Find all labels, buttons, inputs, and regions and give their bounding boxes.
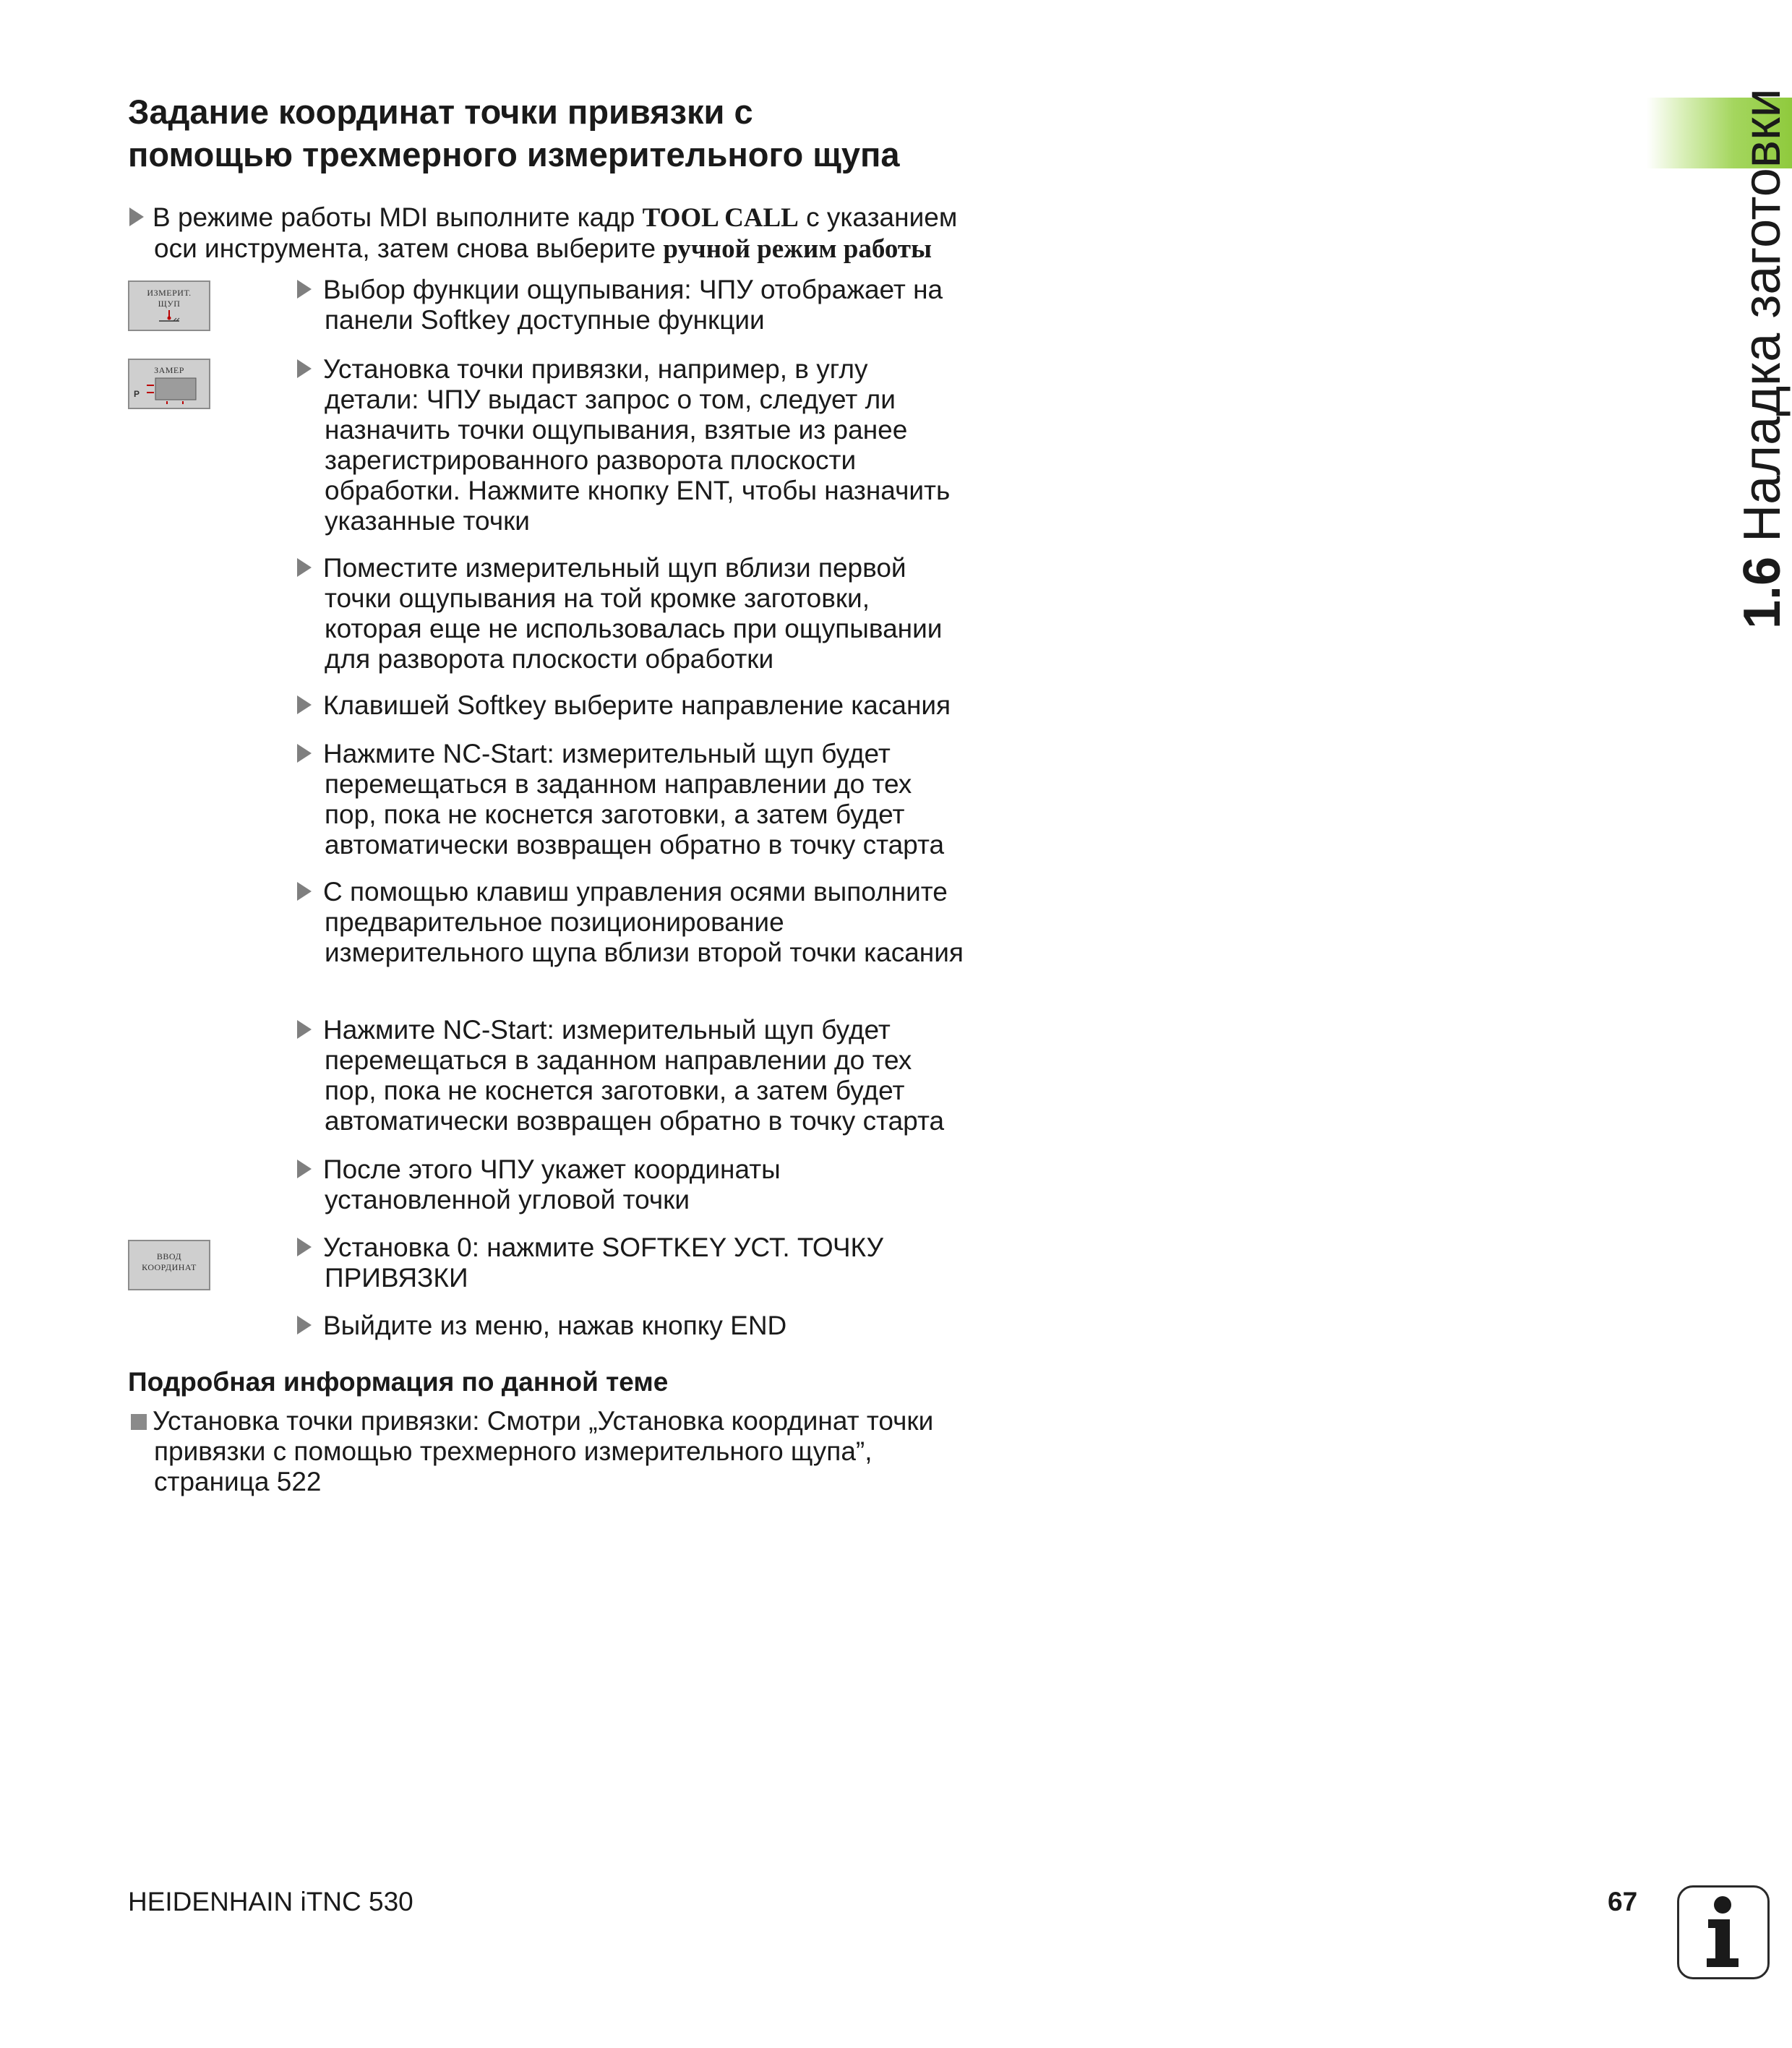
- arrow-bullet-icon: [297, 359, 312, 378]
- arrow-bullet-icon: [297, 1238, 312, 1256]
- step-item: Нажмите NC-Start: измерительный щуп будет перемещаться в заданном направлении до тех пор, пока не коснется заготовки, а затем будет автоматически возвращен обратно в точку старта: [299, 1015, 964, 1136]
- info-icon: [1677, 1885, 1770, 1979]
- enter-softkey-line1: ВВОД: [156, 1251, 182, 1261]
- step-item: Выйдите из меню, нажав кнопку END: [299, 1311, 964, 1341]
- arrow-bullet-icon: [297, 1160, 312, 1178]
- corner-probe-icon: [145, 377, 199, 406]
- more-info-item: Установка точки привязки: Смотри „Установка координат точки привязки с помощью трехмерного измерительного щупа”, страница 522: [128, 1406, 959, 1497]
- square-bullet-icon: [131, 1414, 147, 1430]
- arrow-bullet-icon: [297, 558, 312, 577]
- page-title: [128, 90, 995, 176]
- enter-softkey-line2: КООРДИНАТ: [142, 1262, 197, 1272]
- page-title-line2: помощью трехмерного измерительного щупа: [128, 135, 900, 173]
- measure-softkey-label: ЗАМЕР: [154, 365, 184, 375]
- step-item: Нажмите NC-Start: измерительный щуп будет перемещаться в заданном направлении до тех пор, пока не коснется заготовки, а затем будет автоматически возвращен обратно в точку старта: [299, 739, 964, 860]
- info-glyph: [1679, 1888, 1767, 1977]
- chapter-title: [1733, 88, 1791, 629]
- arrow-bullet-icon: [297, 744, 312, 763]
- intro-text: В режиме работы MDI выполните кадр TOOL CALL с указанием оси инструмента, затем снова выберите ручной режим работы: [153, 202, 958, 264]
- step-item: С помощью клавиш управления осями выполните предварительное позиционирование измерительного щупа вблизи второй точки касания: [299, 877, 964, 968]
- arrow-bullet-icon: [129, 207, 144, 226]
- probe-icon: [155, 310, 184, 323]
- measure-softkey-side: P: [134, 389, 140, 399]
- probe-softkey-line1: ИЗМЕРИТ.: [147, 288, 192, 298]
- arrow-bullet-icon: [297, 1020, 312, 1039]
- chapter-name: Наладка заготовки: [1733, 88, 1791, 542]
- page-title-line1: Задание координат точки привязки с: [128, 93, 753, 131]
- manual-mode-name: ручной режим работы: [663, 234, 932, 264]
- footer-product-name: HEIDENHAIN iTNC 530: [128, 1887, 413, 1916]
- step-item: Установка 0: нажмите SOFTKEY УСТ. ТОЧКУ ПРИВЯЗКИ: [299, 1233, 964, 1293]
- step-item: Клавишей Softkey выберите направление касания: [299, 690, 964, 721]
- intro-step: [128, 202, 959, 265]
- arrow-bullet-icon: [297, 695, 312, 714]
- step-item: Поместите измерительный щуп вблизи первой точки ощупывания на той кромке заготовки, которая еще не использовалась при ощупывании для разворота плоскости обработки: [299, 553, 964, 674]
- arrow-bullet-icon: [297, 882, 312, 901]
- probe-softkey-line2: ЩУП: [158, 299, 181, 309]
- step-item: Выбор функции ощупывания: ЧПУ отображает на панели Softkey доступные функции: [299, 275, 964, 335]
- step-item: Установка точки привязки, например, в углу детали: ЧПУ выдаст запрос о том, следует ли назначить точки ощупывания, взятые из ранее зарегистрированного разворота плоскости обработки. Нажмите кнопку ENT, чтобы назначить указанные точки: [299, 354, 964, 536]
- tool-call-code: TOOL CALL: [642, 203, 799, 233]
- arrow-bullet-icon: [297, 1316, 312, 1334]
- chapter-number: 1.6: [1733, 556, 1791, 629]
- more-info-heading: Подробная информация по данной теме: [128, 1367, 669, 1397]
- page-number: 67: [1608, 1887, 1638, 1916]
- measure-softkey: [128, 359, 210, 409]
- step-item: После этого ЧПУ укажет координаты установленной угловой точки: [299, 1154, 964, 1215]
- enter-coordinates-softkey: [128, 1240, 210, 1290]
- arrow-bullet-icon: [297, 280, 312, 299]
- probe-softkey: [128, 280, 210, 331]
